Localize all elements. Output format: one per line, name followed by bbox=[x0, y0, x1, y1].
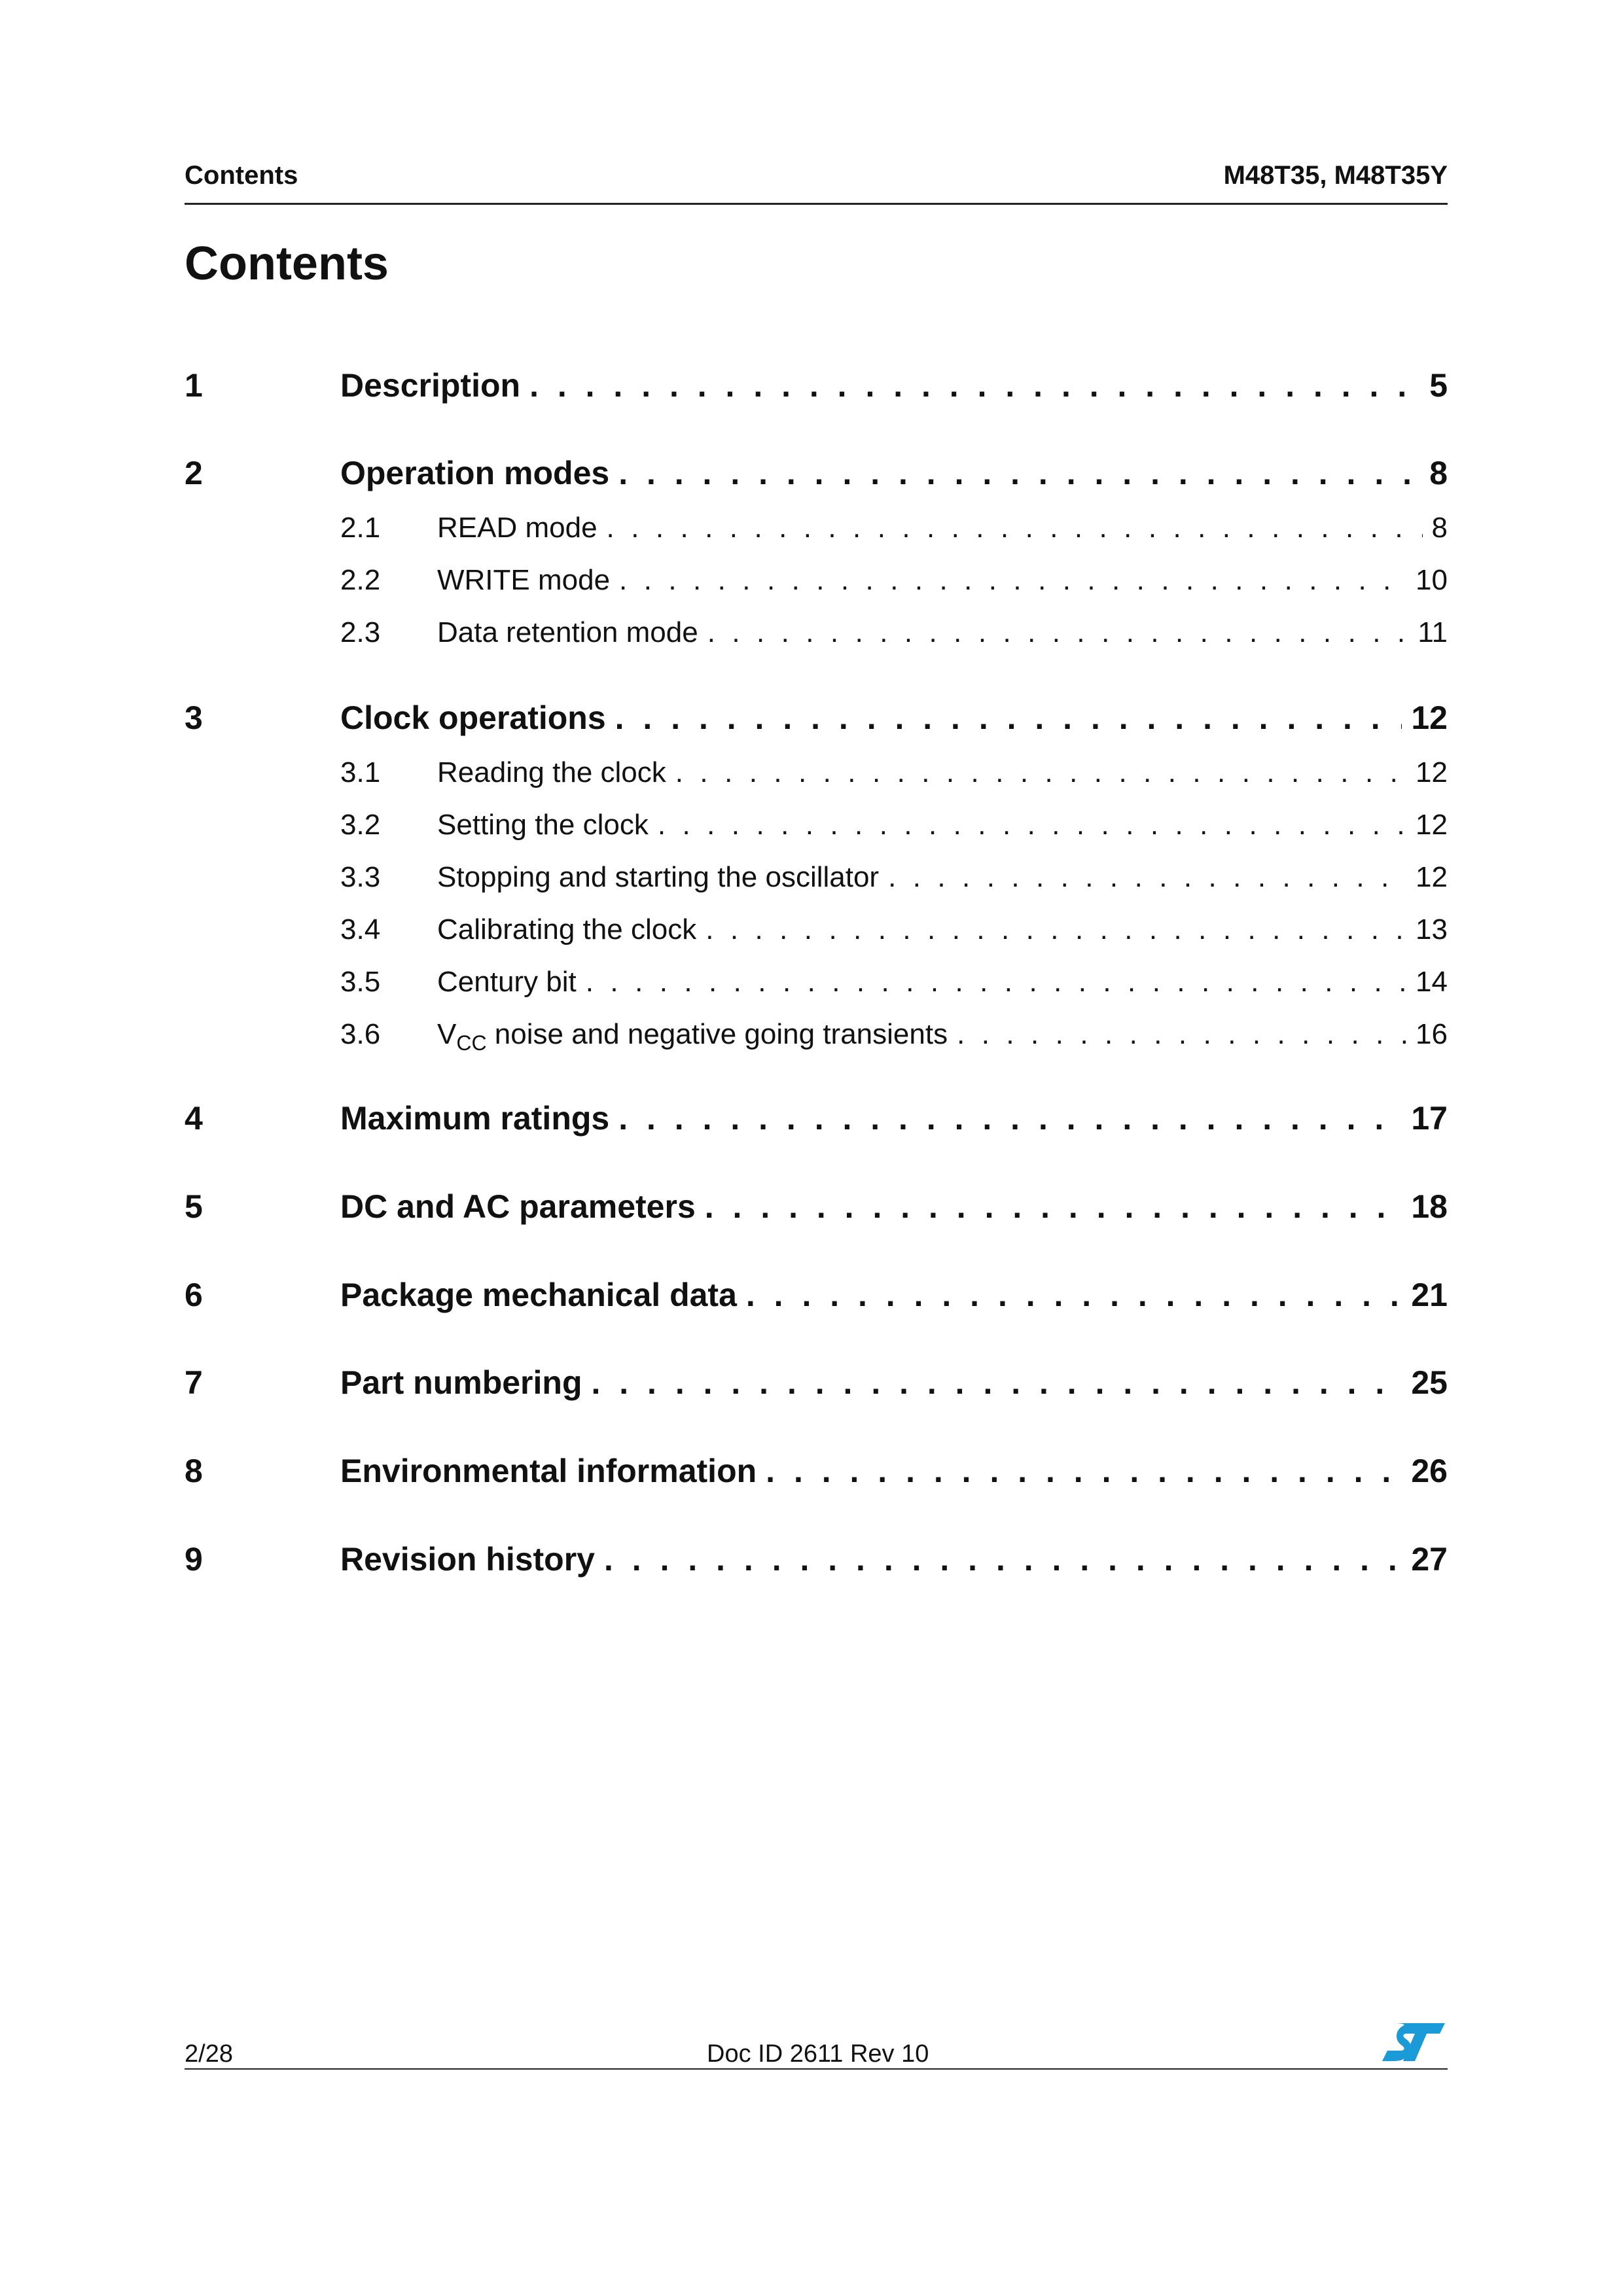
dot-leader bbox=[618, 454, 1420, 492]
toc-number: 2.1 bbox=[340, 512, 381, 544]
st-logo-icon bbox=[1381, 2022, 1446, 2062]
toc-title: Part numbering bbox=[340, 1364, 582, 1401]
toc-entry-3-2[interactable] bbox=[185, 809, 1448, 841]
toc-title: Calibrating the clock bbox=[437, 913, 697, 945]
toc-page: 18 bbox=[1411, 1188, 1448, 1225]
toc-title: Stopping and starting the oscillator bbox=[437, 861, 880, 893]
toc-title: Revision history bbox=[340, 1541, 595, 1578]
toc-number: 9 bbox=[185, 1541, 203, 1578]
dot-leader bbox=[604, 1540, 1402, 1578]
toc-number: 3.3 bbox=[340, 861, 381, 893]
toc-page: 8 bbox=[1431, 512, 1448, 544]
toc-number: 4 bbox=[185, 1100, 203, 1137]
toc-number: 3.6 bbox=[340, 1018, 381, 1050]
dot-leader bbox=[591, 1364, 1402, 1402]
toc-title: WRITE mode bbox=[437, 564, 611, 596]
toc-entry-3[interactable] bbox=[185, 699, 1448, 737]
toc-page: 11 bbox=[1418, 616, 1448, 648]
dot-leader bbox=[619, 564, 1406, 597]
toc-title: DC and AC parameters bbox=[340, 1188, 696, 1225]
dot-leader bbox=[658, 809, 1406, 841]
toc-entry-2-3[interactable] bbox=[185, 616, 1448, 649]
dot-leader bbox=[957, 1018, 1406, 1051]
toc-page: 27 bbox=[1411, 1541, 1448, 1578]
toc-page: 21 bbox=[1411, 1277, 1448, 1313]
toc-number: 3.5 bbox=[340, 966, 381, 998]
toc-page: 12 bbox=[1416, 809, 1448, 841]
toc-title: Clock operations bbox=[340, 699, 606, 736]
dot-leader bbox=[705, 913, 1406, 946]
toc-number: 3.1 bbox=[340, 756, 381, 788]
toc-entry-6[interactable] bbox=[185, 1276, 1448, 1314]
dot-leader bbox=[705, 1188, 1402, 1226]
toc-entry-3-5[interactable] bbox=[185, 966, 1448, 998]
toc-number: 3.4 bbox=[340, 913, 381, 945]
toc-title: Package mechanical data bbox=[340, 1277, 737, 1313]
toc-entry-2-1[interactable] bbox=[185, 512, 1448, 544]
toc-entry-9[interactable] bbox=[185, 1540, 1448, 1578]
toc-page: 10 bbox=[1416, 564, 1448, 596]
dot-leader bbox=[746, 1276, 1402, 1314]
dot-leader bbox=[888, 861, 1406, 894]
toc-title: Data retention mode bbox=[437, 616, 698, 648]
dot-leader bbox=[529, 366, 1420, 404]
dot-leader bbox=[615, 699, 1402, 737]
toc-page: 12 bbox=[1416, 861, 1448, 893]
vcc-symbol: V bbox=[437, 1018, 457, 1050]
header-section: Contents bbox=[185, 161, 298, 190]
toc-entry-2-2[interactable] bbox=[185, 564, 1448, 597]
toc-entry-3-6[interactable] bbox=[185, 1018, 1448, 1055]
toc-page: 14 bbox=[1416, 966, 1448, 998]
page-title: Contents bbox=[185, 238, 389, 290]
toc-page: 17 bbox=[1411, 1100, 1448, 1137]
toc-number: 8 bbox=[185, 1453, 203, 1489]
footer-page-number: 2/28 bbox=[185, 2040, 233, 2068]
toc-page: 25 bbox=[1411, 1364, 1448, 1401]
toc-title: Maximum ratings bbox=[340, 1100, 610, 1137]
toc-entry-3-1[interactable] bbox=[185, 756, 1448, 789]
toc-number: 6 bbox=[185, 1277, 203, 1313]
toc-number: 2.3 bbox=[340, 616, 381, 648]
header-rule bbox=[185, 203, 1448, 205]
toc-title: Operation modes bbox=[340, 455, 610, 491]
toc-title: Century bit bbox=[437, 966, 577, 998]
toc-number: 2.2 bbox=[340, 564, 381, 596]
toc-title: READ mode bbox=[437, 512, 597, 544]
dot-leader bbox=[766, 1452, 1402, 1490]
toc-title-rest: noise and negative going transients bbox=[486, 1018, 948, 1050]
toc-title: Description bbox=[340, 367, 521, 404]
toc-number: 2 bbox=[185, 455, 203, 491]
toc-page: 8 bbox=[1429, 455, 1448, 491]
toc-entry-2[interactable] bbox=[185, 454, 1448, 492]
toc-page: 5 bbox=[1429, 367, 1448, 404]
toc-page: 12 bbox=[1411, 699, 1448, 736]
toc-entry-4[interactable] bbox=[185, 1099, 1448, 1137]
toc-number: 1 bbox=[185, 367, 203, 404]
dot-leader bbox=[586, 966, 1406, 998]
toc-page: 26 bbox=[1411, 1453, 1448, 1489]
toc-page: 12 bbox=[1416, 756, 1448, 788]
toc-entry-3-4[interactable] bbox=[185, 913, 1448, 946]
toc-entry-8[interactable] bbox=[185, 1452, 1448, 1490]
toc-title: Environmental information bbox=[340, 1453, 757, 1489]
toc-number: 3.2 bbox=[340, 809, 381, 841]
toc-title: Reading the clock bbox=[437, 756, 666, 788]
toc-entry-3-3[interactable] bbox=[185, 861, 1448, 894]
toc-title: Setting the clock bbox=[437, 809, 649, 841]
footer-doc-id: Doc ID 2611 Rev 10 bbox=[707, 2040, 929, 2068]
toc-entry-1[interactable] bbox=[185, 366, 1448, 404]
toc-title bbox=[437, 1018, 948, 1055]
toc-page: 13 bbox=[1416, 913, 1448, 945]
toc-number: 7 bbox=[185, 1364, 203, 1401]
toc-number: 3 bbox=[185, 699, 203, 736]
footer-rule bbox=[185, 2068, 1448, 2070]
vcc-subscript: CC bbox=[456, 1031, 487, 1055]
dot-leader bbox=[707, 616, 1409, 649]
toc-number: 5 bbox=[185, 1188, 203, 1225]
dot-leader bbox=[618, 1099, 1402, 1137]
toc-page: 16 bbox=[1416, 1018, 1448, 1050]
header-product: M48T35, M48T35Y bbox=[1223, 161, 1448, 190]
dot-leader bbox=[607, 512, 1423, 544]
toc-entry-7[interactable] bbox=[185, 1364, 1448, 1402]
dot-leader bbox=[675, 756, 1406, 789]
toc-entry-5[interactable] bbox=[185, 1188, 1448, 1226]
